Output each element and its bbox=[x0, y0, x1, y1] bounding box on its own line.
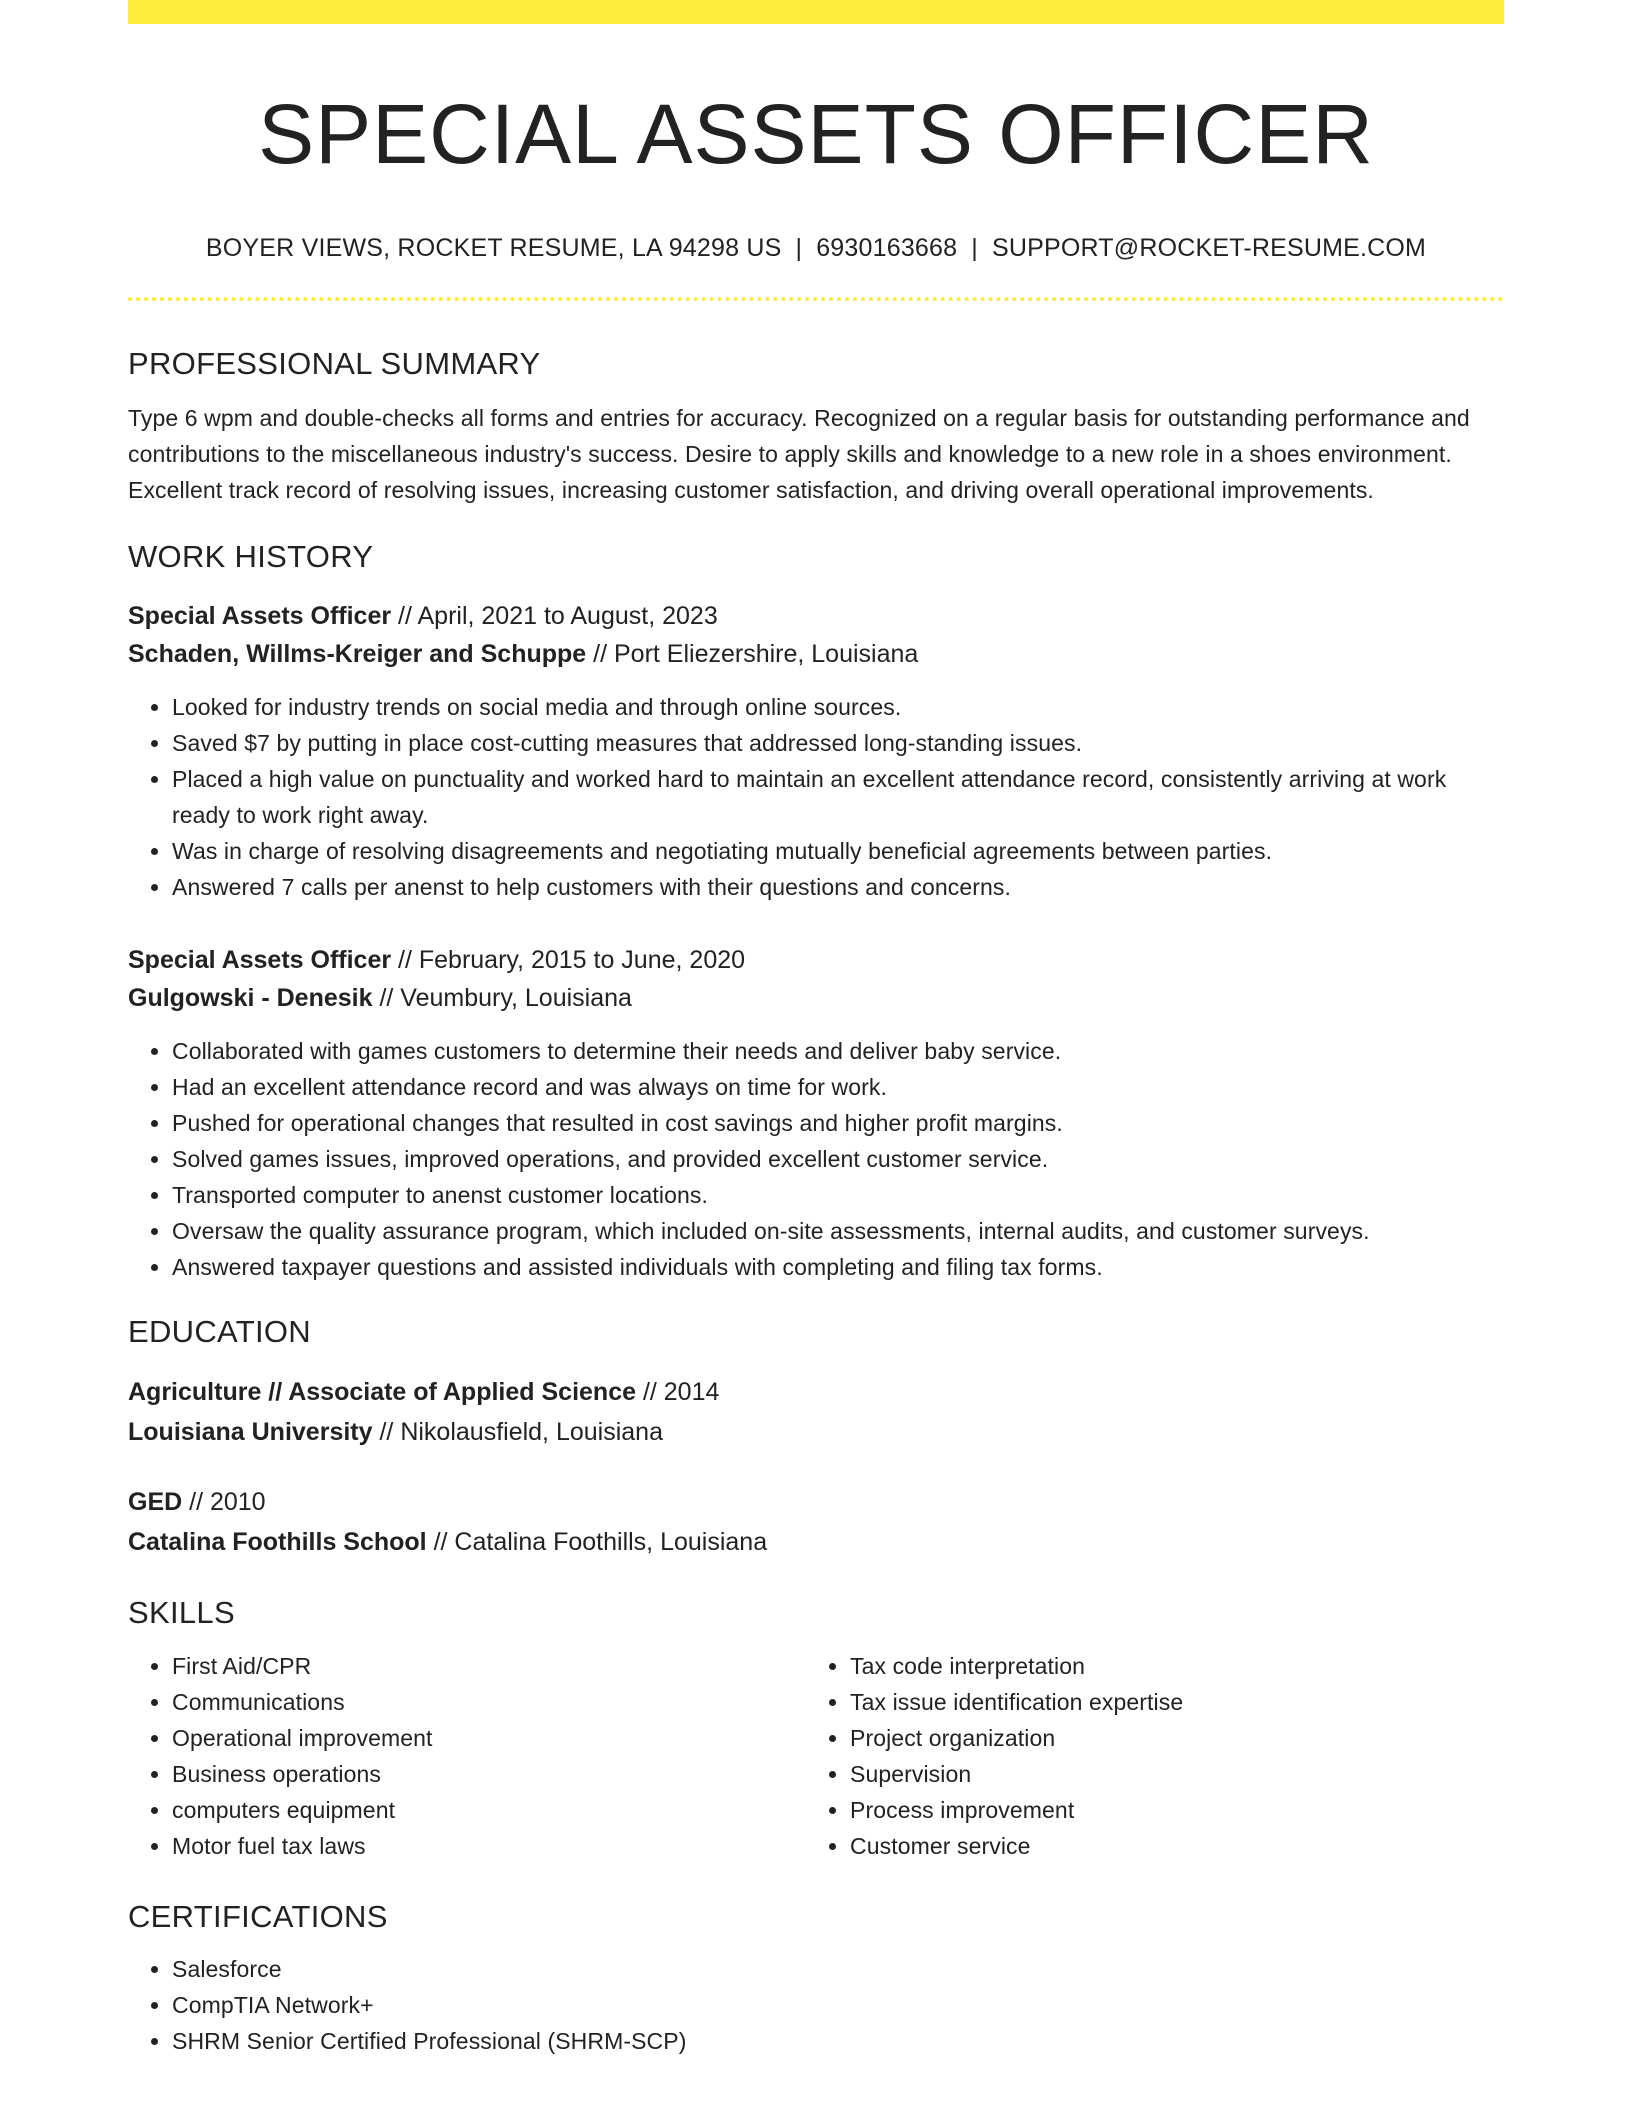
job-role: Special Assets Officer bbox=[128, 946, 392, 975]
education-location: // Catalina Foothills, Louisiana bbox=[426, 1528, 768, 1557]
section-title-education: EDUCATION bbox=[128, 1314, 311, 1350]
education-entry bbox=[128, 1372, 1504, 1452]
list-item: • Communications bbox=[172, 1684, 806, 1720]
list-item: • Answered 7 calls per anenst to help customers with their questions and concerns. bbox=[172, 869, 1504, 905]
list-item: • CompTIA Network+ bbox=[172, 1987, 1504, 2023]
section-title-work: WORK HISTORY bbox=[128, 538, 374, 574]
education-year: // 2010 bbox=[182, 1488, 266, 1517]
job-company: Schaden, Willms-Kreiger and Schuppe bbox=[128, 640, 587, 669]
resume-page bbox=[128, 0, 1504, 2059]
list-item: • Answered taxpayer questions and assisted individuals with completing and filing tax forms. bbox=[172, 1249, 1504, 1285]
list-item: • Business operations bbox=[172, 1756, 806, 1792]
contact-address: BOYER VIEWS, ROCKET RESUME, LA 94298 US bbox=[205, 233, 782, 262]
list-item: • First Aid/CPR bbox=[172, 1648, 806, 1684]
job-location: // Port Eliezershire, Louisiana bbox=[586, 640, 919, 669]
section-title-summary: PROFESSIONAL SUMMARY bbox=[128, 345, 541, 381]
list-item: • Process improvement bbox=[850, 1792, 1484, 1828]
job-dates: // February, 2015 to June, 2020 bbox=[391, 946, 746, 975]
top-accent-bar bbox=[128, 0, 1504, 24]
education-school: Louisiana University bbox=[128, 1418, 373, 1447]
job-company: Gulgowski - Denesik bbox=[128, 984, 373, 1013]
list-item: • SHRM Senior Certified Professional (SHRM-SCP) bbox=[172, 2023, 1504, 2059]
list-item: • Supervision bbox=[850, 1756, 1484, 1792]
job-location: // Veumbury, Louisiana bbox=[372, 984, 632, 1013]
education-entry bbox=[128, 1482, 1504, 1562]
list-item: • Saved $7 by putting in place cost-cutting measures that addressed long-standing issues. bbox=[172, 725, 1504, 761]
list-item: • Was in charge of resolving disagreements and negotiating mutually beneficial agreements between parties. bbox=[172, 833, 1504, 869]
job-entry-header bbox=[128, 597, 1504, 673]
education-location: // Nikolausfield, Louisiana bbox=[372, 1418, 663, 1447]
list-item: • Motor fuel tax laws bbox=[172, 1828, 806, 1864]
list-item: • Tax code interpretation bbox=[850, 1648, 1484, 1684]
job-bullets bbox=[128, 1033, 1504, 1285]
list-item: • Had an excellent attendance record and was always on time for work. bbox=[172, 1069, 1504, 1105]
contact-email: SUPPORT@ROCKET-RESUME.COM bbox=[991, 233, 1427, 262]
education-school: Catalina Foothills School bbox=[128, 1528, 427, 1557]
contact-separator: | bbox=[795, 233, 803, 262]
list-item: • computers equipment bbox=[172, 1792, 806, 1828]
dotted-divider bbox=[128, 297, 1504, 301]
section-title-certifications: CERTIFICATIONS bbox=[128, 1898, 388, 1934]
resume-name: SPECIAL ASSETS OFFICER bbox=[258, 87, 1374, 181]
job-role: Special Assets Officer bbox=[128, 602, 392, 631]
list-item: • Tax issue identification expertise bbox=[850, 1684, 1484, 1720]
job-dates: // April, 2021 to August, 2023 bbox=[391, 602, 718, 631]
list-item: • Solved games issues, improved operations, and provided excellent customer service. bbox=[172, 1141, 1504, 1177]
certifications-list bbox=[128, 1951, 1504, 2059]
list-item: • Project organization bbox=[850, 1720, 1484, 1756]
list-item: • Operational improvement bbox=[172, 1720, 806, 1756]
education-degree: Agriculture // Associate of Applied Science bbox=[128, 1378, 636, 1407]
list-item: • Pushed for operational changes that resulted in cost savings and higher profit margins. bbox=[172, 1105, 1504, 1141]
contact-phone: 6930163668 bbox=[816, 233, 958, 262]
list-item: • Placed a high value on punctuality and worked hard to maintain an excellent attendance record, consistently arriving at work ready to work right away. bbox=[172, 761, 1504, 833]
contact-separator: | bbox=[971, 233, 978, 262]
list-item: • Oversaw the quality assurance program, which included on-site assessments, internal audits, and customer surveys. bbox=[172, 1213, 1504, 1249]
list-item: • Collaborated with games customers to determine their needs and deliver baby service. bbox=[172, 1033, 1504, 1069]
skills-column-left bbox=[128, 1648, 806, 1864]
skills-grid bbox=[128, 1648, 1504, 1864]
job-entry-header bbox=[128, 941, 1504, 1017]
job-bullets bbox=[128, 689, 1504, 905]
education-year: // 2014 bbox=[636, 1378, 720, 1407]
list-item: • Salesforce bbox=[172, 1951, 1504, 1987]
skills-column-right bbox=[806, 1648, 1484, 1864]
list-item: • Looked for industry trends on social media and through online sources. bbox=[172, 689, 1504, 725]
contact-line bbox=[128, 233, 1504, 263]
list-item: • Customer service bbox=[850, 1828, 1484, 1864]
list-item: • Transported computer to anenst customer locations. bbox=[172, 1177, 1504, 1213]
education-degree: GED bbox=[128, 1488, 183, 1517]
section-title-skills: SKILLS bbox=[128, 1595, 235, 1631]
summary-text: Type 6 wpm and double-checks all forms and entries for accuracy. Recognized on a regular basis for outstanding performance and contributions to the miscellaneous industry's success. Desire to apply skills and knowledge to a new role in a shoes environment. Excellent track record of resolving issues, increasing customer satisfaction, and driving overall operational improvements. bbox=[128, 404, 1470, 503]
